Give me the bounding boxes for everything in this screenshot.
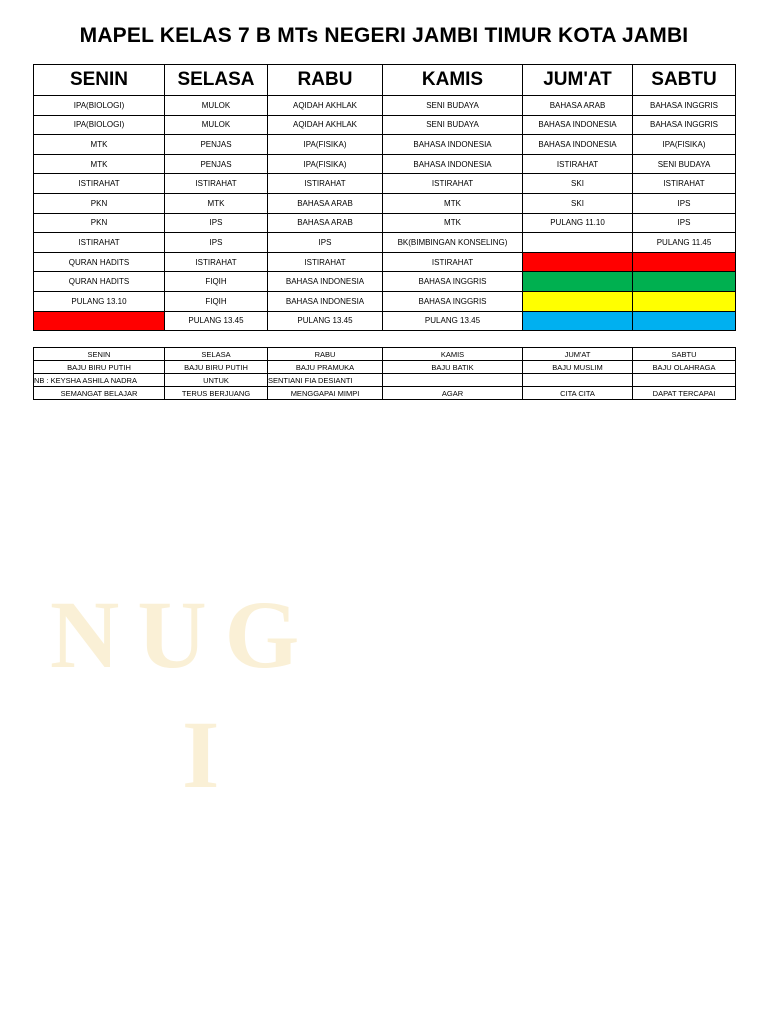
table-cell: DAPAT TERCAPAI bbox=[633, 387, 736, 400]
color-cell-yellow bbox=[633, 291, 736, 311]
info-day-selasa: SELASA bbox=[165, 348, 268, 361]
table-cell: BAHASA INDONESIA bbox=[523, 115, 633, 135]
schedule-header-row bbox=[34, 65, 736, 96]
table-row bbox=[34, 154, 736, 174]
table-row bbox=[34, 135, 736, 155]
table-row bbox=[34, 272, 736, 292]
table-cell: BAHASA INGGRIS bbox=[383, 291, 523, 311]
table-cell: IPA(FISIKA) bbox=[268, 154, 383, 174]
color-cell-green bbox=[633, 272, 736, 292]
table-cell: ISTIRAHAT bbox=[383, 174, 523, 194]
table-cell: QURAN HADITS bbox=[34, 252, 165, 272]
table-cell: BK(BIMBINGAN KONSELING) bbox=[383, 233, 523, 253]
table-cell: BAHASA INDONESIA bbox=[383, 154, 523, 174]
table-cell: PULANG 13.45 bbox=[165, 311, 268, 331]
table-cell: SENI BUDAYA bbox=[383, 115, 523, 135]
table-cell: SENI BUDAYA bbox=[633, 154, 736, 174]
table-cell: PKN bbox=[34, 193, 165, 213]
table-cell: BAHASA ARAB bbox=[268, 213, 383, 233]
color-cell-blue bbox=[633, 311, 736, 331]
table-cell: IPS bbox=[165, 213, 268, 233]
table-cell: SKI bbox=[523, 174, 633, 194]
table-cell: IPA(BIOLOGI) bbox=[34, 115, 165, 135]
table-cell: PENJAS bbox=[165, 135, 268, 155]
table-cell: PULANG 11.45 bbox=[633, 233, 736, 253]
table-cell: PULANG 13.45 bbox=[268, 311, 383, 331]
table-cell: PULANG 11.10 bbox=[523, 213, 633, 233]
table-cell: ISTIRAHAT bbox=[34, 174, 165, 194]
info-header-row bbox=[34, 348, 736, 361]
table-cell: AGAR bbox=[383, 387, 523, 400]
table-cell: IPA(BIOLOGI) bbox=[34, 96, 165, 116]
header-rabu: RABU bbox=[268, 65, 383, 96]
table-cell: ISTIRAHAT bbox=[268, 252, 383, 272]
table-cell: SKI bbox=[523, 193, 633, 213]
table-cell bbox=[523, 374, 633, 387]
header-sabtu: SABTU bbox=[633, 65, 736, 96]
table-row bbox=[34, 291, 736, 311]
color-cell-green bbox=[523, 272, 633, 292]
table-cell: FIQIH bbox=[165, 291, 268, 311]
table-cell: BAHASA INGGRIS bbox=[633, 96, 736, 116]
table-cell: QURAN HADITS bbox=[34, 272, 165, 292]
color-cell-blue bbox=[523, 311, 633, 331]
table-cell bbox=[523, 233, 633, 253]
table-cell: BAHASA ARAB bbox=[523, 96, 633, 116]
table-cell: MTK bbox=[34, 154, 165, 174]
table-row bbox=[34, 233, 736, 253]
table-cell: ISTIRAHAT bbox=[523, 154, 633, 174]
table-cell: ISTIRAHAT bbox=[633, 174, 736, 194]
table-cell: UNTUK bbox=[165, 374, 268, 387]
table-cell: BAHASA INDONESIA bbox=[268, 272, 383, 292]
uniform-info-table bbox=[33, 347, 736, 400]
table-cell: MTK bbox=[383, 213, 523, 233]
table-cell: IPS bbox=[165, 233, 268, 253]
table-cell: BAJU PRAMUKA bbox=[268, 361, 383, 374]
info-day-rabu: RABU bbox=[268, 348, 383, 361]
header-senin: SENIN bbox=[34, 65, 165, 96]
header-jumat: JUM'AT bbox=[523, 65, 633, 96]
header-selasa: SELASA bbox=[165, 65, 268, 96]
info-day-kamis: KAMIS bbox=[383, 348, 523, 361]
table-cell: BAHASA INGGRIS bbox=[383, 272, 523, 292]
table-cell: BAHASA INDONESIA bbox=[523, 135, 633, 155]
color-cell-yellow bbox=[523, 291, 633, 311]
note-cell: NB : KEYSHA ASHILA NADRA bbox=[34, 374, 165, 387]
table-cell: BAHASA INDONESIA bbox=[268, 291, 383, 311]
table-cell: ISTIRAHAT bbox=[383, 252, 523, 272]
table-cell bbox=[633, 374, 736, 387]
table-cell: FIQIH bbox=[165, 272, 268, 292]
table-cell: SENI BUDAYA bbox=[383, 96, 523, 116]
table-cell: PULANG 13.10 bbox=[34, 291, 165, 311]
header-kamis: KAMIS bbox=[383, 65, 523, 96]
table-cell: CITA CITA bbox=[523, 387, 633, 400]
table-cell: IPA(FISIKA) bbox=[633, 135, 736, 155]
table-cell: BAJU BIRU PUTIH bbox=[34, 361, 165, 374]
note-row bbox=[34, 374, 736, 387]
table-cell: SENTIANI FIA DESIANTI bbox=[268, 374, 383, 387]
table-row bbox=[34, 311, 736, 331]
watermark-text: NUG bbox=[50, 581, 318, 688]
uniform-row bbox=[34, 361, 736, 374]
table-cell: ISTIRAHAT bbox=[34, 233, 165, 253]
table-cell: PULANG 13.45 bbox=[383, 311, 523, 331]
table-cell: MENGGAPAI MIMPI bbox=[268, 387, 383, 400]
table-cell: IPS bbox=[633, 213, 736, 233]
table-cell: IPS bbox=[268, 233, 383, 253]
color-cell-red bbox=[34, 311, 165, 331]
table-cell bbox=[383, 374, 523, 387]
table-cell: MULOK bbox=[165, 115, 268, 135]
table-cell: BAHASA INDONESIA bbox=[383, 135, 523, 155]
schedule-table bbox=[33, 64, 736, 331]
page-title: MAPEL KELAS 7 B MTs NEGERI JAMBI TIMUR KOTA JAMBI bbox=[79, 24, 689, 47]
table-cell: TERUS BERJUANG bbox=[165, 387, 268, 400]
table-cell: IPA(FISIKA) bbox=[268, 135, 383, 155]
table-cell: MTK bbox=[34, 135, 165, 155]
table-cell: SEMANGAT BELAJAR bbox=[34, 387, 165, 400]
info-day-senin: SENIN bbox=[34, 348, 165, 361]
table-cell: AQIDAH AKHLAK bbox=[268, 96, 383, 116]
table-cell: ISTIRAHAT bbox=[268, 174, 383, 194]
table-cell: BAJU BATIK bbox=[383, 361, 523, 374]
table-row bbox=[34, 174, 736, 194]
table-cell: BAHASA INGGRIS bbox=[633, 115, 736, 135]
table-cell: PKN bbox=[34, 213, 165, 233]
table-cell: BAJU MUSLIM bbox=[523, 361, 633, 374]
table-row bbox=[34, 252, 736, 272]
table-row bbox=[34, 96, 736, 116]
table-cell: MTK bbox=[383, 193, 523, 213]
info-day-jumat: JUM'AT bbox=[523, 348, 633, 361]
table-cell: ISTIRAHAT bbox=[165, 174, 268, 194]
table-cell: BAJU BIRU PUTIH bbox=[165, 361, 268, 374]
table-cell: AQIDAH AKHLAK bbox=[268, 115, 383, 135]
color-cell-red bbox=[633, 252, 736, 272]
table-cell: PENJAS bbox=[165, 154, 268, 174]
color-cell-red bbox=[523, 252, 633, 272]
table-cell: BAJU OLAHRAGA bbox=[633, 361, 736, 374]
table-row bbox=[34, 213, 736, 233]
table-cell: MULOK bbox=[165, 96, 268, 116]
info-day-sabtu: SABTU bbox=[633, 348, 736, 361]
motto-row bbox=[34, 387, 736, 400]
table-cell: IPS bbox=[633, 193, 736, 213]
table-cell: ISTIRAHAT bbox=[165, 252, 268, 272]
watermark-text: I bbox=[182, 701, 220, 808]
table-cell: MTK bbox=[165, 193, 268, 213]
table-row bbox=[34, 193, 736, 213]
table-row bbox=[34, 115, 736, 135]
table-cell: BAHASA ARAB bbox=[268, 193, 383, 213]
